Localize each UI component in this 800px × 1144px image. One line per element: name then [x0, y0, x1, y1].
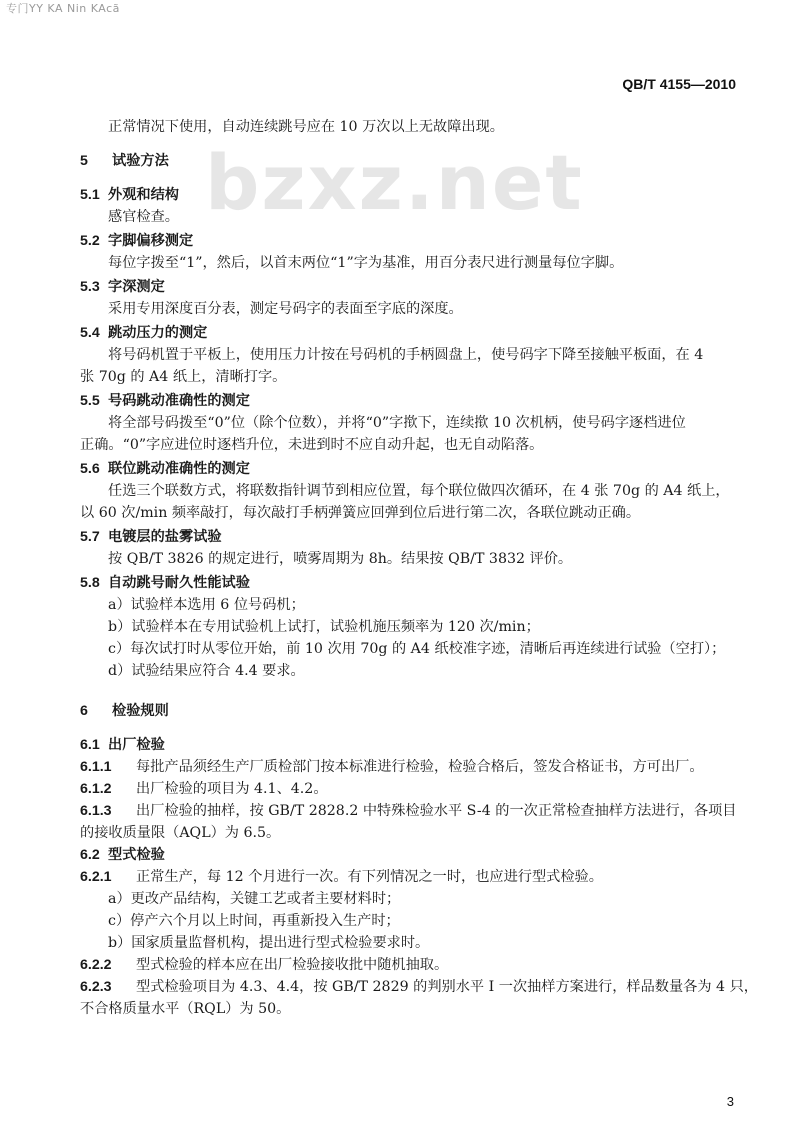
section-heading-5-7	[80, 526, 752, 548]
section-number: 5.8	[80, 575, 100, 591]
paragraph-line: 将号码机置于平板上，使用压力计按在号码机的手柄圆盘上，使号码字下降至接触平板面，在 4	[108, 347, 704, 363]
paragraph-line: 每位字拨至“1”，然后，以首末两位“1”字为基准，用百分表尺进行测量每位字脚。	[108, 255, 624, 271]
clause-text: 正常生产，每 12 个月进行一次。有下列情况之一时，也应进行型式检验。	[136, 869, 603, 885]
clause-6-2-2	[80, 954, 752, 976]
section-number: 6.2	[80, 847, 100, 863]
clause-number: 6.2.1	[80, 869, 112, 885]
clause-6-2-1	[80, 866, 752, 888]
watermark: bzxz.net	[205, 138, 584, 227]
clause-number: 6.2.3	[80, 979, 112, 995]
list-item: b）试验样本在专用试验机上试打，试验机施压频率为 120 次/min；	[108, 619, 540, 635]
paragraph-line: 的接收质量限（AQL）为 6.5。	[80, 825, 281, 841]
list-item: a）更改产品结构，关键工艺或者主要材料时；	[108, 891, 401, 907]
clause-text: 出厂检验的抽样，按 GB/T 2828.2 中特殊检验水平 S-4 的一次正常检查抽样方法进行，各项目	[136, 803, 737, 819]
paragraph-line: 将全部号码拨至“0”位（除个位数），并将“0”字揿下，连续揿 10 次机柄，使号码字逐档进位	[108, 415, 686, 431]
section-title: 字深测定	[108, 279, 165, 295]
section-title: 检验规则	[112, 703, 169, 719]
page-number: 3	[726, 1094, 734, 1109]
section-heading-5-5	[80, 390, 752, 412]
section-number: 5.2	[80, 233, 100, 249]
section-title: 电镀层的盐雾试验	[108, 529, 222, 545]
section-title: 号码跳动准确性的测定	[108, 393, 250, 409]
section-title: 字脚偏移测定	[108, 233, 194, 249]
section-title: 型式检验	[108, 847, 165, 863]
clause-text: 型式检验的样本应在出厂检验接收批中随机抽取。	[136, 957, 449, 973]
list-item: d）试验结果应符合 4.4 要求。	[108, 663, 305, 679]
list-item: c）停产六个月以上时间，再重新投入生产时；	[108, 913, 400, 929]
paragraph-line: 不合格质量水平（RQL）为 50。	[80, 1001, 291, 1017]
clause-number: 6.1.2	[80, 781, 112, 797]
section-heading-5-3	[80, 276, 752, 298]
clause-6-2-3	[80, 976, 758, 998]
section-number: 5.5	[80, 393, 100, 409]
clause-number: 6.2.2	[80, 957, 112, 973]
section-number: 6.1	[80, 737, 100, 753]
clause-number: 6.1.1	[80, 759, 112, 775]
clause-text: 型式检验项目为 4.3、4.4，按 GB/T 2829 的判别水平 I 一次抽样方案进行，样品数量各为 4 只，	[136, 979, 758, 995]
section-number: 5.3	[80, 279, 100, 295]
section-number: 5.6	[80, 461, 100, 477]
clause-number: 6.1.3	[80, 803, 112, 819]
section-heading-5-1	[80, 184, 752, 206]
list-item: c）每次试打时从零位开始，前 10 次用 70g 的 A4 纸校准字迹，清晰后再连续进行试验（空打）；	[108, 641, 726, 657]
paragraph-line: 正确。“0”字应进位时逐档升位，未进到时不应自动升起，也无自动陷落。	[80, 437, 544, 453]
section-number: 5	[80, 153, 88, 169]
section-number: 6	[80, 703, 88, 719]
section-heading-5-2	[80, 230, 752, 252]
clause-6-1-3	[80, 800, 752, 822]
clause-6-1-1	[80, 756, 752, 778]
paragraph-line: 任选三个联数方式，将联数指针调节到相应位置，每个联位做四次循环，在 4 张 70g 的 A4 纸上，	[108, 483, 730, 499]
section-number: 5.7	[80, 529, 100, 545]
section-number: 5.4	[80, 325, 100, 341]
page-body	[80, 116, 758, 1020]
paragraph-line: 感官检查。	[108, 209, 179, 225]
section-title: 跳动压力的测定	[108, 325, 208, 341]
clause-text: 出厂检验的项目为 4.1、4.2。	[136, 781, 328, 797]
section-heading-5	[80, 150, 752, 172]
section-heading-5-6	[80, 458, 752, 480]
section-heading-6-1	[80, 734, 752, 756]
list-item: b）国家质量监督机构，提出进行型式检验要求时。	[108, 935, 430, 951]
section-title: 出厂检验	[108, 737, 165, 753]
section-title: 外观和结构	[108, 187, 179, 203]
paragraph-line: 按 QB/T 3826 的规定进行，喷雾周期为 8h。结果按 QB/T 3832 评价。	[108, 551, 573, 567]
paragraph-line: 张 70g 的 A4 纸上，清晰打字。	[80, 369, 287, 385]
corner-stamp: 专门YY KA Nin KAcã	[6, 2, 120, 15]
section-heading-5-8	[80, 572, 752, 594]
paragraph-line: 采用专用深度百分表，测定号码字的表面至字底的深度。	[108, 301, 463, 317]
clause-6-1-2	[80, 778, 752, 800]
section-heading-5-4	[80, 322, 752, 344]
section-title: 联位跳动准确性的测定	[108, 461, 250, 477]
section-heading-6	[80, 700, 752, 722]
section-title: 自动跳号耐久性能试验	[108, 575, 250, 591]
document-code: QB/T 4155—2010	[622, 76, 736, 92]
section-heading-6-2	[80, 844, 752, 866]
paragraph-line: 以 60 次/min 频率敲打，每次敲打手柄弹簧应回弹到位后进行第二次，各联位跳动正确。	[80, 505, 641, 521]
list-item: a）试验样本选用 6 位号码机；	[108, 597, 305, 613]
clause-text: 每批产品须经生产厂质检部门按本标准进行检验，检验合格后，签发合格证书，方可出厂。	[136, 759, 704, 775]
section-number: 5.1	[80, 187, 100, 203]
paragraph-line: 正常情况下使用，自动连续跳号应在 10 万次以上无故障出现。	[108, 119, 504, 135]
section-title: 试验方法	[112, 153, 169, 169]
